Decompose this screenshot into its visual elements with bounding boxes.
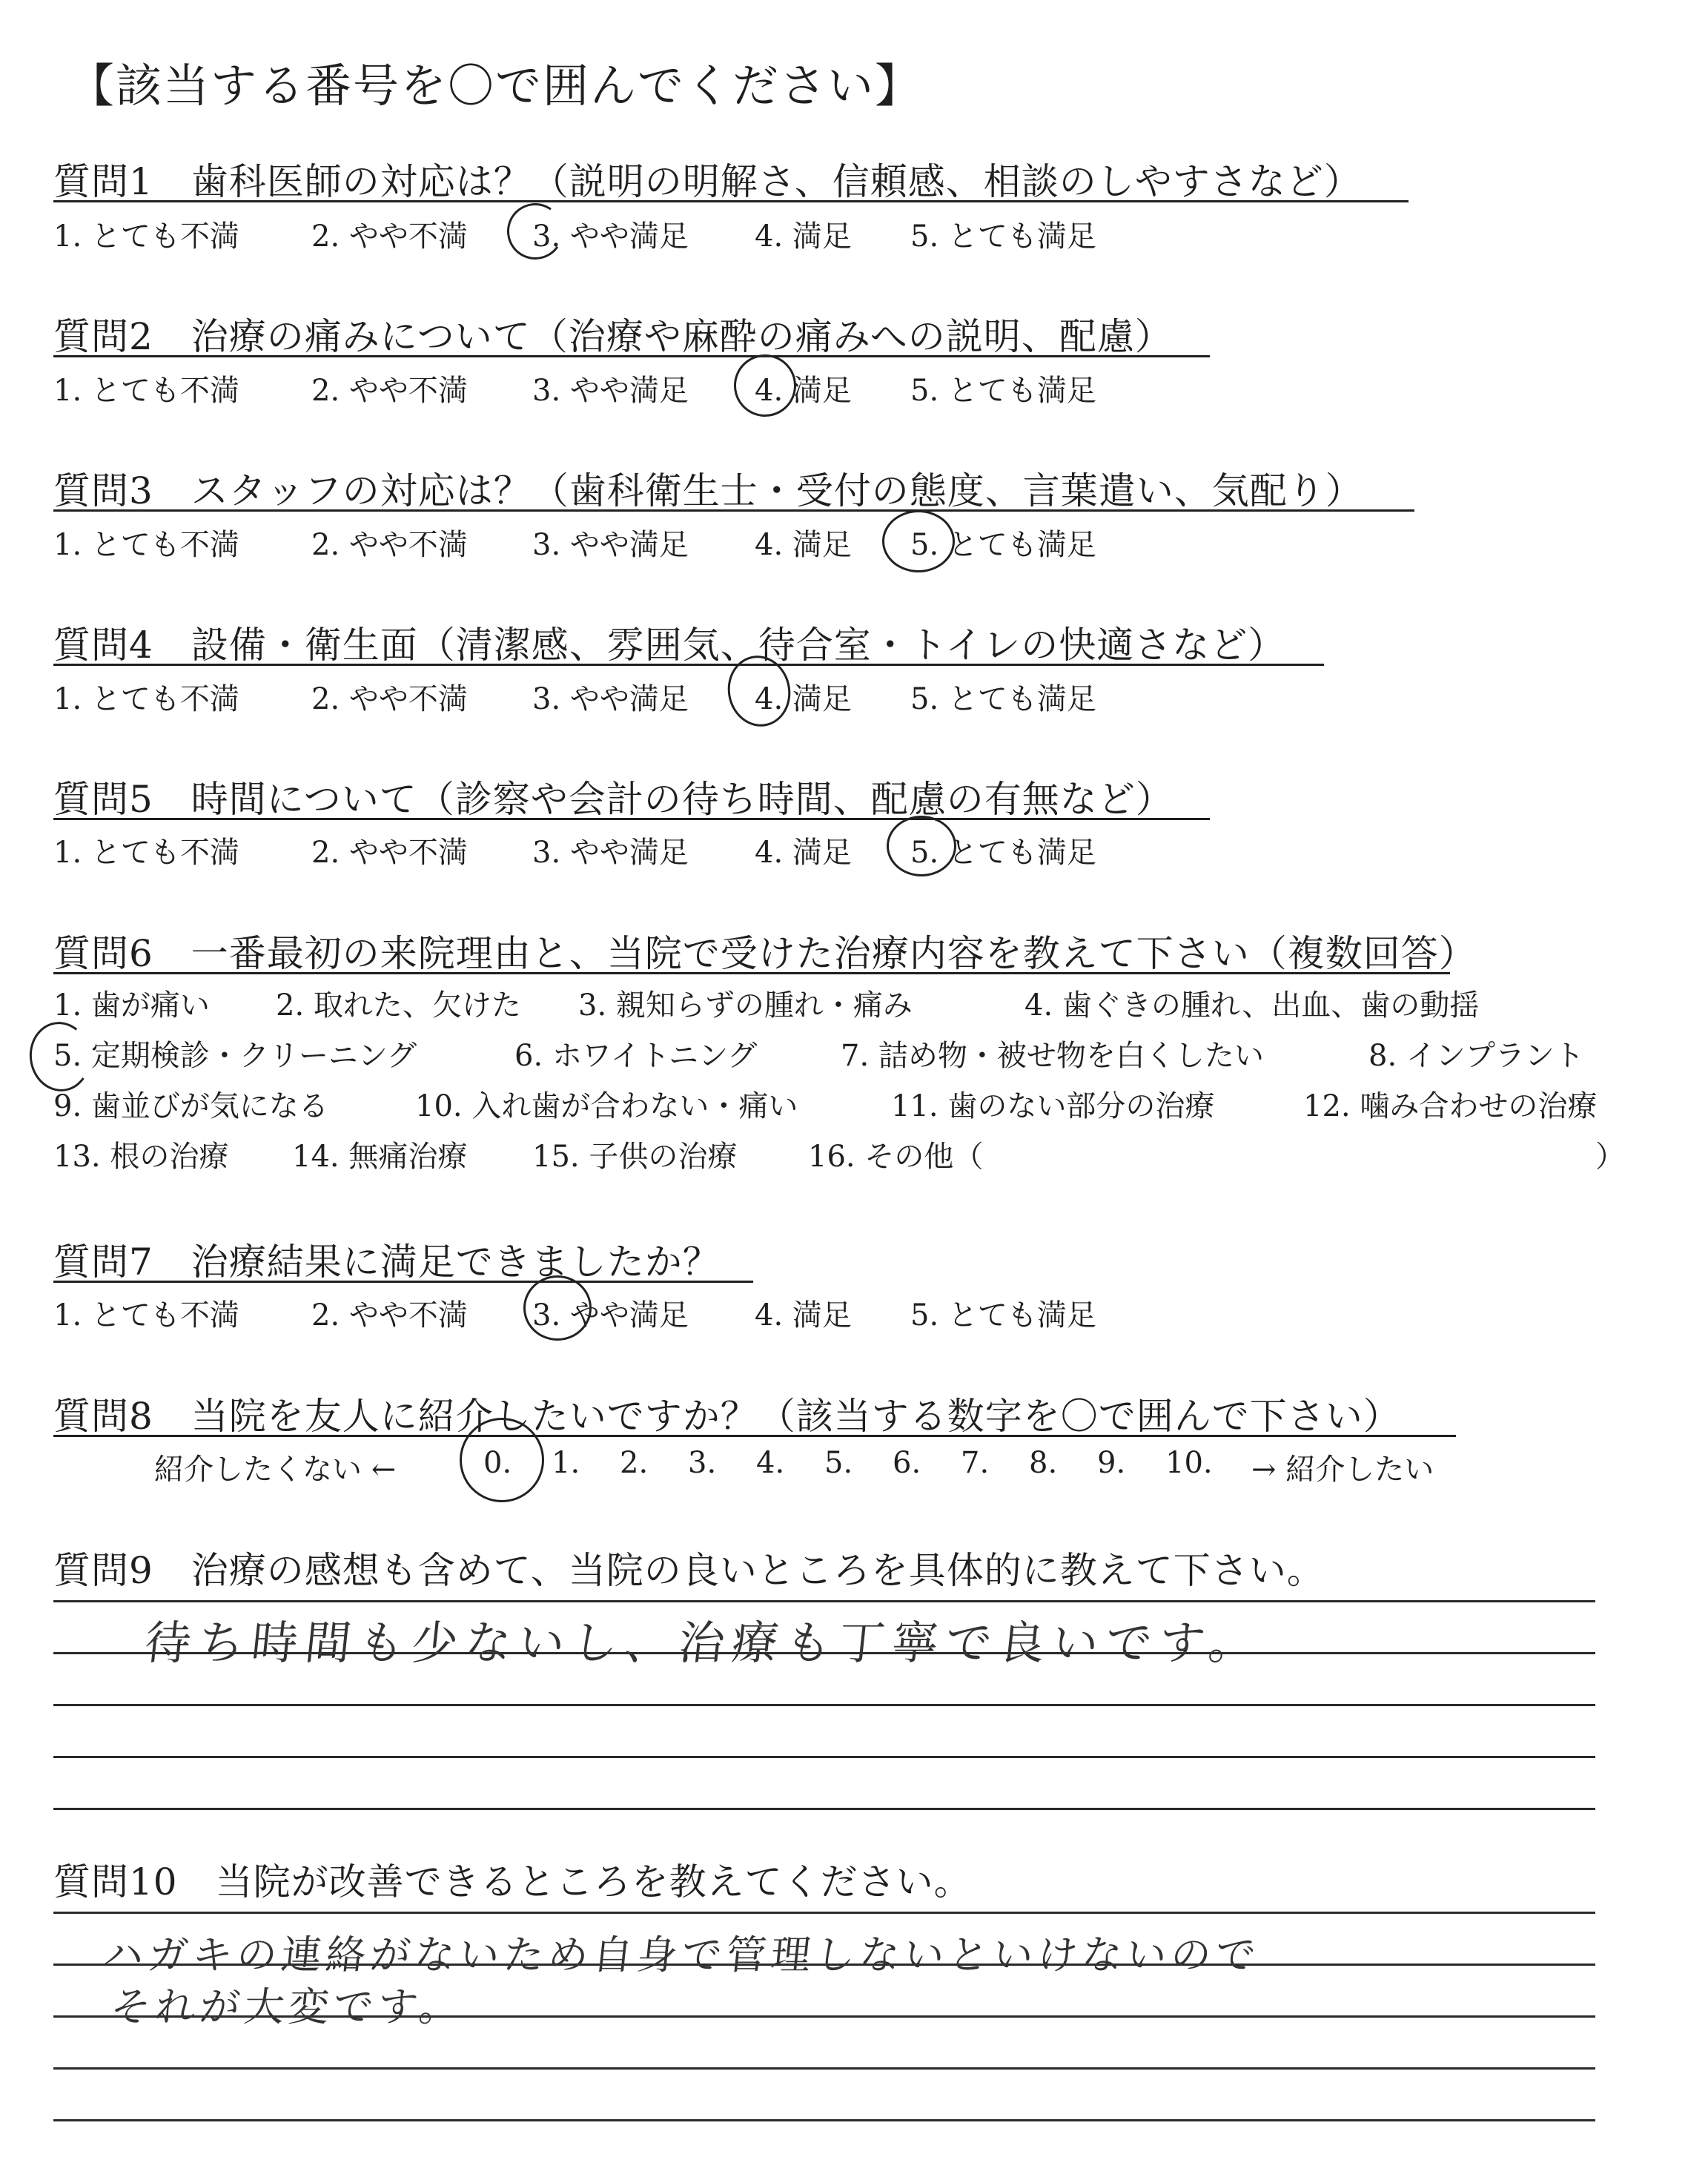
q8-scale-0[interactable]: 0.: [483, 1446, 512, 1480]
q8-scale-4[interactable]: 4.: [756, 1446, 785, 1480]
question-1-title: 質問1 歯科医師の対応は？（説明の明解さ、信頼感、相談のしやすさなど）: [53, 160, 1362, 203]
q2-option-3[interactable]: 3. やや満足: [532, 374, 689, 408]
question-5-underline: [53, 818, 1210, 820]
q3-option-4[interactable]: 4. 満足: [755, 528, 852, 562]
q8-left-label: 紹介したくない ←: [154, 1453, 397, 1487]
q8-scale-10[interactable]: 10.: [1165, 1446, 1213, 1480]
q3-option-3[interactable]: 3. やや満足: [532, 528, 689, 562]
q8-selection-circle: [460, 1418, 544, 1502]
q8-scale-7[interactable]: 7.: [961, 1446, 990, 1480]
q5-option-2[interactable]: 2. やや不満: [311, 836, 468, 870]
q9-handwritten-answer: 待ち時間も少ないし、治療も丁寧で良いです。: [142, 1616, 1265, 1670]
q8-scale-3[interactable]: 3.: [688, 1446, 717, 1480]
q4-option-1[interactable]: 1. とても不満: [53, 682, 239, 716]
question-4-underline: [53, 664, 1324, 666]
q6-option-12[interactable]: 12. 噛み合わせの治療: [1303, 1089, 1598, 1123]
q10-handwritten-answer-line-2: それが大変です。: [108, 1984, 466, 2030]
question-10-title: 質問10 当院が改善できるところを教えてください。: [53, 1860, 972, 1903]
q2-option-1[interactable]: 1. とても不満: [53, 374, 239, 408]
q3-option-2[interactable]: 2. やや不満: [311, 528, 468, 562]
q5-option-4[interactable]: 4. 満足: [755, 836, 852, 870]
question-4-title: 質問4 設備・衛生面（清潔感、雰囲気、待合室・トイレの快適さなど）: [53, 624, 1286, 667]
question-2-title: 質問2 治療の痛みについて（治療や麻酔の痛みへの説明、配慮）: [53, 315, 1173, 358]
q6-option-4[interactable]: 4. 歯ぐきの腫れ、出血、歯の動揺: [1025, 988, 1480, 1023]
survey-heading: 【該当する番号を〇で囲んでください】: [68, 59, 923, 113]
q6-option-16[interactable]: 16. その他（: [808, 1140, 984, 1174]
q8-right-label: → 紹介したい: [1251, 1453, 1434, 1487]
question-6-underline: [53, 972, 1450, 974]
q10-writing-line-5: [53, 2119, 1595, 2121]
q6-option-11[interactable]: 11. 歯のない部分の治療: [891, 1089, 1215, 1123]
q1-option-2[interactable]: 2. やや不満: [311, 219, 468, 254]
q1-option-3[interactable]: 3. やや満足: [532, 219, 689, 254]
q6-option-13[interactable]: 13. 根の治療: [53, 1140, 229, 1174]
q5-selection-circle: [887, 816, 956, 876]
q5-option-3[interactable]: 3. やや満足: [532, 836, 689, 870]
q9-writing-line-5: [53, 1808, 1595, 1810]
question-3-title: 質問3 スタッフの対応は？（歯科衛生士・受付の態度、言葉遣い、気配り）: [53, 469, 1363, 512]
question-8-underline: [53, 1435, 1456, 1437]
q10-writing-line-4: [53, 2067, 1595, 2070]
q5-option-1[interactable]: 1. とても不満: [53, 836, 239, 870]
q7-option-5[interactable]: 5. とても満足: [910, 1298, 1096, 1332]
q8-scale-1[interactable]: 1.: [552, 1446, 580, 1480]
q9-writing-line-1: [53, 1600, 1595, 1602]
question-7-title: 質問7 治療結果に満足できましたか？: [53, 1241, 721, 1284]
q7-option-1[interactable]: 1. とても不満: [53, 1298, 239, 1332]
q6-option-15[interactable]: 15. 子供の治療: [532, 1140, 738, 1174]
q2-option-5[interactable]: 5. とても満足: [910, 374, 1096, 408]
question-3-underline: [53, 509, 1414, 512]
question-1-underline: [53, 200, 1409, 202]
question-9-title: 質問9 治療の感想も含めて、当院の良いところを具体的に教えて下さい。: [53, 1549, 1325, 1592]
q2-option-2[interactable]: 2. やや不満: [311, 374, 468, 408]
q8-scale-6[interactable]: 6.: [893, 1446, 921, 1480]
q2-option-4[interactable]: 4. 満足: [755, 374, 852, 408]
q5-option-5[interactable]: 5. とても満足: [910, 836, 1096, 870]
q8-scale-8[interactable]: 8.: [1029, 1446, 1058, 1480]
q6-other-close-paren: ）: [1595, 1140, 1625, 1174]
q6-option-14[interactable]: 14. 無痛治療: [292, 1140, 468, 1174]
q6-option-7[interactable]: 7. 詰め物・被せ物を白くしたい: [841, 1039, 1264, 1073]
q7-option-2[interactable]: 2. やや不満: [311, 1298, 468, 1332]
q9-writing-line-3: [53, 1704, 1595, 1706]
q6-option-3[interactable]: 3. 親知らずの腫れ・痛み: [578, 988, 913, 1023]
question-8-title: 質問8 当院を友人に紹介したいですか？（該当する数字を〇で囲んで下さい）: [53, 1395, 1401, 1438]
question-7-underline: [53, 1281, 753, 1283]
q10-writing-line-1: [53, 1912, 1595, 1914]
q6-option-9[interactable]: 9. 歯並びが気になる: [53, 1089, 328, 1123]
q6-option-5[interactable]: 5. 定期検診・クリーニング: [53, 1039, 417, 1073]
q7-option-4[interactable]: 4. 満足: [755, 1298, 852, 1332]
q1-option-4[interactable]: 4. 満足: [755, 219, 852, 254]
q1-option-1[interactable]: 1. とても不満: [53, 219, 239, 254]
q4-option-5[interactable]: 5. とても満足: [910, 682, 1096, 716]
q9-writing-line-4: [53, 1756, 1595, 1758]
question-5-title: 質問5 時間について（診察や会計の待ち時間、配慮の有無など）: [53, 778, 1174, 821]
q4-option-3[interactable]: 3. やや満足: [532, 682, 689, 716]
q8-scale-9[interactable]: 9.: [1097, 1446, 1126, 1480]
q6-option-2[interactable]: 2. 取れた、欠けた: [276, 988, 521, 1023]
q8-scale-5[interactable]: 5.: [824, 1446, 853, 1480]
q8-scale-2[interactable]: 2.: [620, 1446, 649, 1480]
q3-option-1[interactable]: 1. とても不満: [53, 528, 239, 562]
question-2-underline: [53, 355, 1210, 357]
q6-option-1[interactable]: 1. 歯が痛い: [53, 988, 210, 1023]
q4-option-2[interactable]: 2. やや不満: [311, 682, 468, 716]
q10-handwritten-answer-line-1: ハガキの連絡がないため自身で管理しないといけないので: [101, 1932, 1262, 1978]
q3-selection-circle: [882, 510, 955, 572]
q1-option-5[interactable]: 5. とても満足: [910, 219, 1096, 254]
question-6-title: 質問6 一番最初の来院理由と、当院で受けた治療内容を教えて下さい（複数回答）: [53, 932, 1477, 975]
q7-selection-circle: [523, 1275, 592, 1341]
q6-option-6[interactable]: 6. ホワイトニング: [514, 1039, 758, 1073]
q7-option-3[interactable]: 3. やや満足: [532, 1298, 689, 1332]
q4-option-4[interactable]: 4. 満足: [755, 682, 852, 716]
q6-option-10[interactable]: 10. 入れ歯が合わない・痛い: [415, 1089, 798, 1123]
q3-option-5[interactable]: 5. とても満足: [910, 528, 1096, 562]
q6-option-8[interactable]: 8. インプラント: [1368, 1039, 1584, 1073]
